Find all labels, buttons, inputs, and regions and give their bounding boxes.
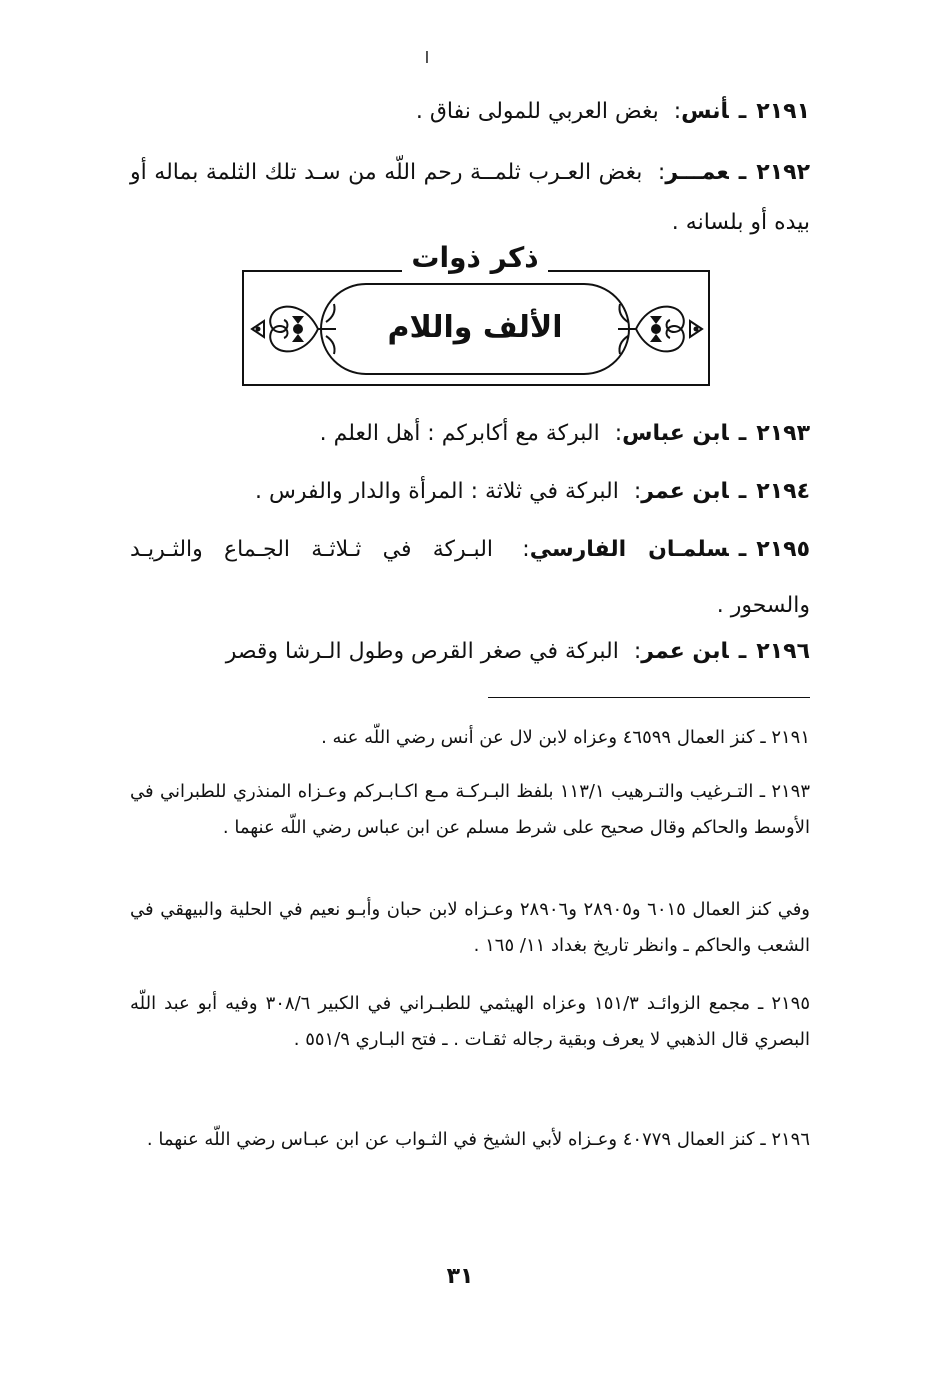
section-heading: ذكر ذوات xyxy=(411,241,539,274)
entry-colon: : xyxy=(522,537,530,562)
footnote-2196: ٢١٩٦ ـ كنز العمال ٤٠٧٧٩ وعـزاه لأبي الشيخ في الثـواب عن ابن عبـاس رضي اللّه عنهما . xyxy=(146,1129,810,1150)
narrator-name: ابن عمر xyxy=(641,479,729,504)
hadith-entry-2193 xyxy=(130,406,810,462)
entry-text: البركة في صغر القرص وطول الـرشا وقصر xyxy=(225,639,619,664)
entry-colon: : xyxy=(673,99,682,124)
footnote-separator xyxy=(488,697,810,698)
entry-colon: : xyxy=(657,160,666,185)
entry-colon: : xyxy=(633,479,642,504)
entry-number: ٢١٩١ xyxy=(756,99,810,124)
narrator-name: عمـــر xyxy=(665,160,729,185)
hadith-entry-2191 xyxy=(130,84,810,140)
narrator-name: ابن عمر xyxy=(641,639,729,664)
entry-colon: : xyxy=(633,639,642,664)
entry-dash: ـ xyxy=(738,639,747,664)
entry-text: بغض العربي للمولى نفاق . xyxy=(415,99,659,124)
arabesque-ornament-right-icon xyxy=(614,288,706,370)
hadith-entry-2195 xyxy=(130,522,810,634)
entry-colon: : xyxy=(614,421,623,446)
page-number: ٣١ xyxy=(446,1264,474,1289)
narrator-name: أنس xyxy=(681,99,729,124)
entry-text: البـركة في ثـلاثـة الجـماع والثـريـد والسحور . xyxy=(130,537,810,618)
entry-dash: ـ xyxy=(738,479,747,504)
entry-number: ٢١٩٤ xyxy=(756,479,810,504)
entry-text: بغض العـرب ثلمــة رحم اللّه من سـد تلك الثلمة بماله أو بيده أو بلسانه . xyxy=(130,160,810,235)
entry-number: ٢١٩٦ xyxy=(756,639,810,664)
hadith-entry-2196 xyxy=(130,624,810,680)
entry-number: ٢١٩٢ xyxy=(756,160,810,185)
arabesque-ornament-left-icon xyxy=(248,288,340,370)
entry-dash: ـ xyxy=(738,99,747,124)
entry-dash: ـ xyxy=(738,421,747,446)
hadith-entry-2192 xyxy=(130,148,810,248)
footnote-2195: ٢١٩٥ ـ مجمع الزوائـد ١٥١/٣ وعزاه الهيثمي للطبـراني في الكبير ٣٠٨/٦ وفيه أبو عبد اللّه البصري قال الذهبي لا يعرف وبقية رجاله ثقـات . ـ فتح البـاري ٥٥١/٩ . xyxy=(130,993,811,1050)
page-top-mark: ا xyxy=(424,48,430,67)
footnote-2193-continued: وفي كنز العمال ٦٠١٥ و٢٨٩٠٥ و٢٨٩٠٦ وعـزاه لابن حبان وأبـو نعيم في الحلية والبيهقي في الشعب والحاكم ـ وانظر تاريخ بغداد ١١/ ١٦٥ . xyxy=(130,899,810,956)
entry-number: ٢١٩٣ xyxy=(756,421,810,446)
narrator-name: سلمـان الفارسي xyxy=(529,537,729,562)
framed-chapter-title: الألف واللام xyxy=(387,310,563,345)
narrator-name: ابن عباس xyxy=(622,421,729,446)
footnote-2193: ٢١٩٣ ـ التـرغيب والتـرهيب ١١٣/١ بلفظ البـركـة مـع اكـابـركم وعـزاه المنذري للطبراني في الأوسط والحاكم وقال صحيح على شرط مسلم عن ابن عباس رضي اللّه عنهما . xyxy=(130,781,810,838)
hadith-entry-2194 xyxy=(130,464,810,520)
entry-text: البركة في ثلاثة : المرأة والدار والفرس . xyxy=(255,479,619,504)
entry-text: البركة مع أكابركم : أهل العلم . xyxy=(319,421,600,446)
footnote-2191: ٢١٩١ ـ كنز العمال ٤٦٥٩٩ وعزاه لابن لال عن أنس رضي اللّه عنه . xyxy=(321,727,810,748)
entry-dash: ـ xyxy=(738,537,747,562)
entry-number: ٢١٩٥ xyxy=(756,537,810,562)
entry-dash: ـ xyxy=(738,160,747,185)
